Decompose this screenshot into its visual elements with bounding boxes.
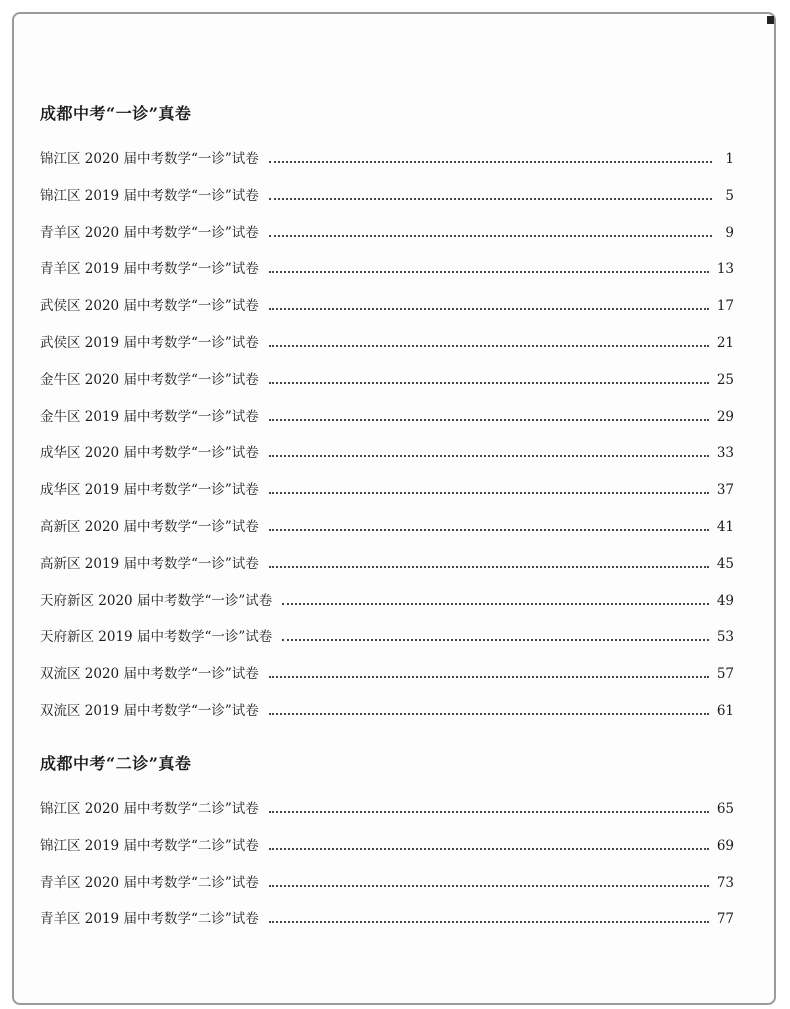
toc-entry-title: 青羊区 2019 届中考数学“一诊”试卷 <box>40 261 259 277</box>
toc-entry[interactable] <box>40 554 734 574</box>
dot-leader <box>269 713 709 715</box>
toc-entry-page: 49 <box>716 593 734 609</box>
toc-entry-title: 成华区 2019 届中考数学“一诊”试卷 <box>40 482 259 498</box>
toc-entry[interactable] <box>40 799 734 819</box>
toc-entry-title: 青羊区 2020 届中考数学“二诊”试卷 <box>40 875 259 891</box>
toc-entry-page: 1 <box>725 151 734 167</box>
toc-entry[interactable] <box>40 186 734 206</box>
toc-entry[interactable] <box>40 370 734 390</box>
dot-leader <box>269 161 712 163</box>
toc-entry-title: 武侯区 2020 届中考数学“一诊”试卷 <box>40 298 259 314</box>
toc-entry-title: 锦江区 2019 届中考数学“一诊”试卷 <box>40 188 259 204</box>
toc-entry[interactable] <box>40 480 734 500</box>
dot-leader <box>269 848 709 850</box>
toc-entry[interactable] <box>40 627 734 647</box>
toc-entry-page: 45 <box>716 556 734 572</box>
toc-entry[interactable] <box>40 909 734 929</box>
toc-entry-page: 17 <box>716 298 734 314</box>
toc-entry-page: 61 <box>716 703 734 719</box>
toc-entry[interactable] <box>40 517 734 537</box>
toc-entry[interactable] <box>40 223 734 243</box>
toc-entry[interactable] <box>40 701 734 721</box>
dot-leader <box>269 419 709 421</box>
toc-entry-page: 57 <box>716 666 734 682</box>
toc-entry[interactable] <box>40 591 734 611</box>
corner-mark <box>767 16 774 24</box>
dot-leader <box>282 639 709 641</box>
dot-leader <box>269 811 709 813</box>
toc-entry-title: 双流区 2019 届中考数学“一诊”试卷 <box>40 703 259 719</box>
toc-entry-page: 29 <box>716 409 734 425</box>
toc-entry-title: 锦江区 2020 届中考数学“二诊”试卷 <box>40 801 259 817</box>
toc-entry-title: 高新区 2019 届中考数学“一诊”试卷 <box>40 556 259 572</box>
dot-leader <box>269 455 709 457</box>
toc-entry[interactable] <box>40 407 734 427</box>
toc-entry[interactable] <box>40 296 734 316</box>
toc-entry[interactable] <box>40 664 734 684</box>
section-title: 成都中考“一诊”真卷 <box>40 104 192 123</box>
dot-leader <box>269 492 709 494</box>
toc-entry-page: 5 <box>725 188 734 204</box>
toc-entry-page: 21 <box>716 335 734 351</box>
section-title: 成都中考“二诊”真卷 <box>40 754 192 773</box>
toc-entry-page: 13 <box>716 261 734 277</box>
dot-leader <box>269 529 709 531</box>
toc-entry-page: 25 <box>716 372 734 388</box>
toc-entry-title: 青羊区 2019 届中考数学“二诊”试卷 <box>40 911 259 927</box>
toc-entry-page: 53 <box>716 629 734 645</box>
dot-leader <box>269 235 712 237</box>
dot-leader <box>269 345 709 347</box>
toc-entry-page: 77 <box>716 911 734 927</box>
toc-entry-title: 青羊区 2020 届中考数学“一诊”试卷 <box>40 225 259 241</box>
toc-entry-title: 高新区 2020 届中考数学“一诊”试卷 <box>40 519 259 535</box>
toc-entry-page: 65 <box>716 801 734 817</box>
toc-entry[interactable] <box>40 259 734 279</box>
toc-entry-title: 天府新区 2020 届中考数学“一诊”试卷 <box>40 593 273 609</box>
dot-leader <box>269 885 709 887</box>
dot-leader <box>269 676 709 678</box>
toc-entry-title: 锦江区 2019 届中考数学“二诊”试卷 <box>40 838 259 854</box>
toc-entry-page: 69 <box>716 838 734 854</box>
toc-entry-title: 成华区 2020 届中考数学“一诊”试卷 <box>40 445 259 461</box>
dot-leader <box>269 271 709 273</box>
dot-leader <box>269 198 712 200</box>
toc-entry-title: 天府新区 2019 届中考数学“一诊”试卷 <box>40 629 273 645</box>
toc-entry[interactable] <box>40 873 734 893</box>
toc-entry-page: 33 <box>716 445 734 461</box>
toc-entry[interactable] <box>40 149 734 169</box>
toc-entry-title: 锦江区 2020 届中考数学“一诊”试卷 <box>40 151 259 167</box>
toc-entry-page: 73 <box>716 875 734 891</box>
dot-leader <box>282 603 709 605</box>
toc-entry-title: 武侯区 2019 届中考数学“一诊”试卷 <box>40 335 259 351</box>
toc-entry-page: 37 <box>716 482 734 498</box>
dot-leader <box>269 921 709 923</box>
toc-entry-page: 9 <box>725 225 734 241</box>
toc-entry[interactable] <box>40 333 734 353</box>
dot-leader <box>269 308 709 310</box>
toc-entry-title: 金牛区 2019 届中考数学“一诊”试卷 <box>40 409 259 425</box>
toc-entry-page: 41 <box>716 519 734 535</box>
dot-leader <box>269 566 709 568</box>
toc-entry-title: 金牛区 2020 届中考数学“一诊”试卷 <box>40 372 259 388</box>
toc-entry[interactable] <box>40 443 734 463</box>
toc-entry[interactable] <box>40 836 734 856</box>
toc-entry-title: 双流区 2020 届中考数学“一诊”试卷 <box>40 666 259 682</box>
dot-leader <box>269 382 709 384</box>
